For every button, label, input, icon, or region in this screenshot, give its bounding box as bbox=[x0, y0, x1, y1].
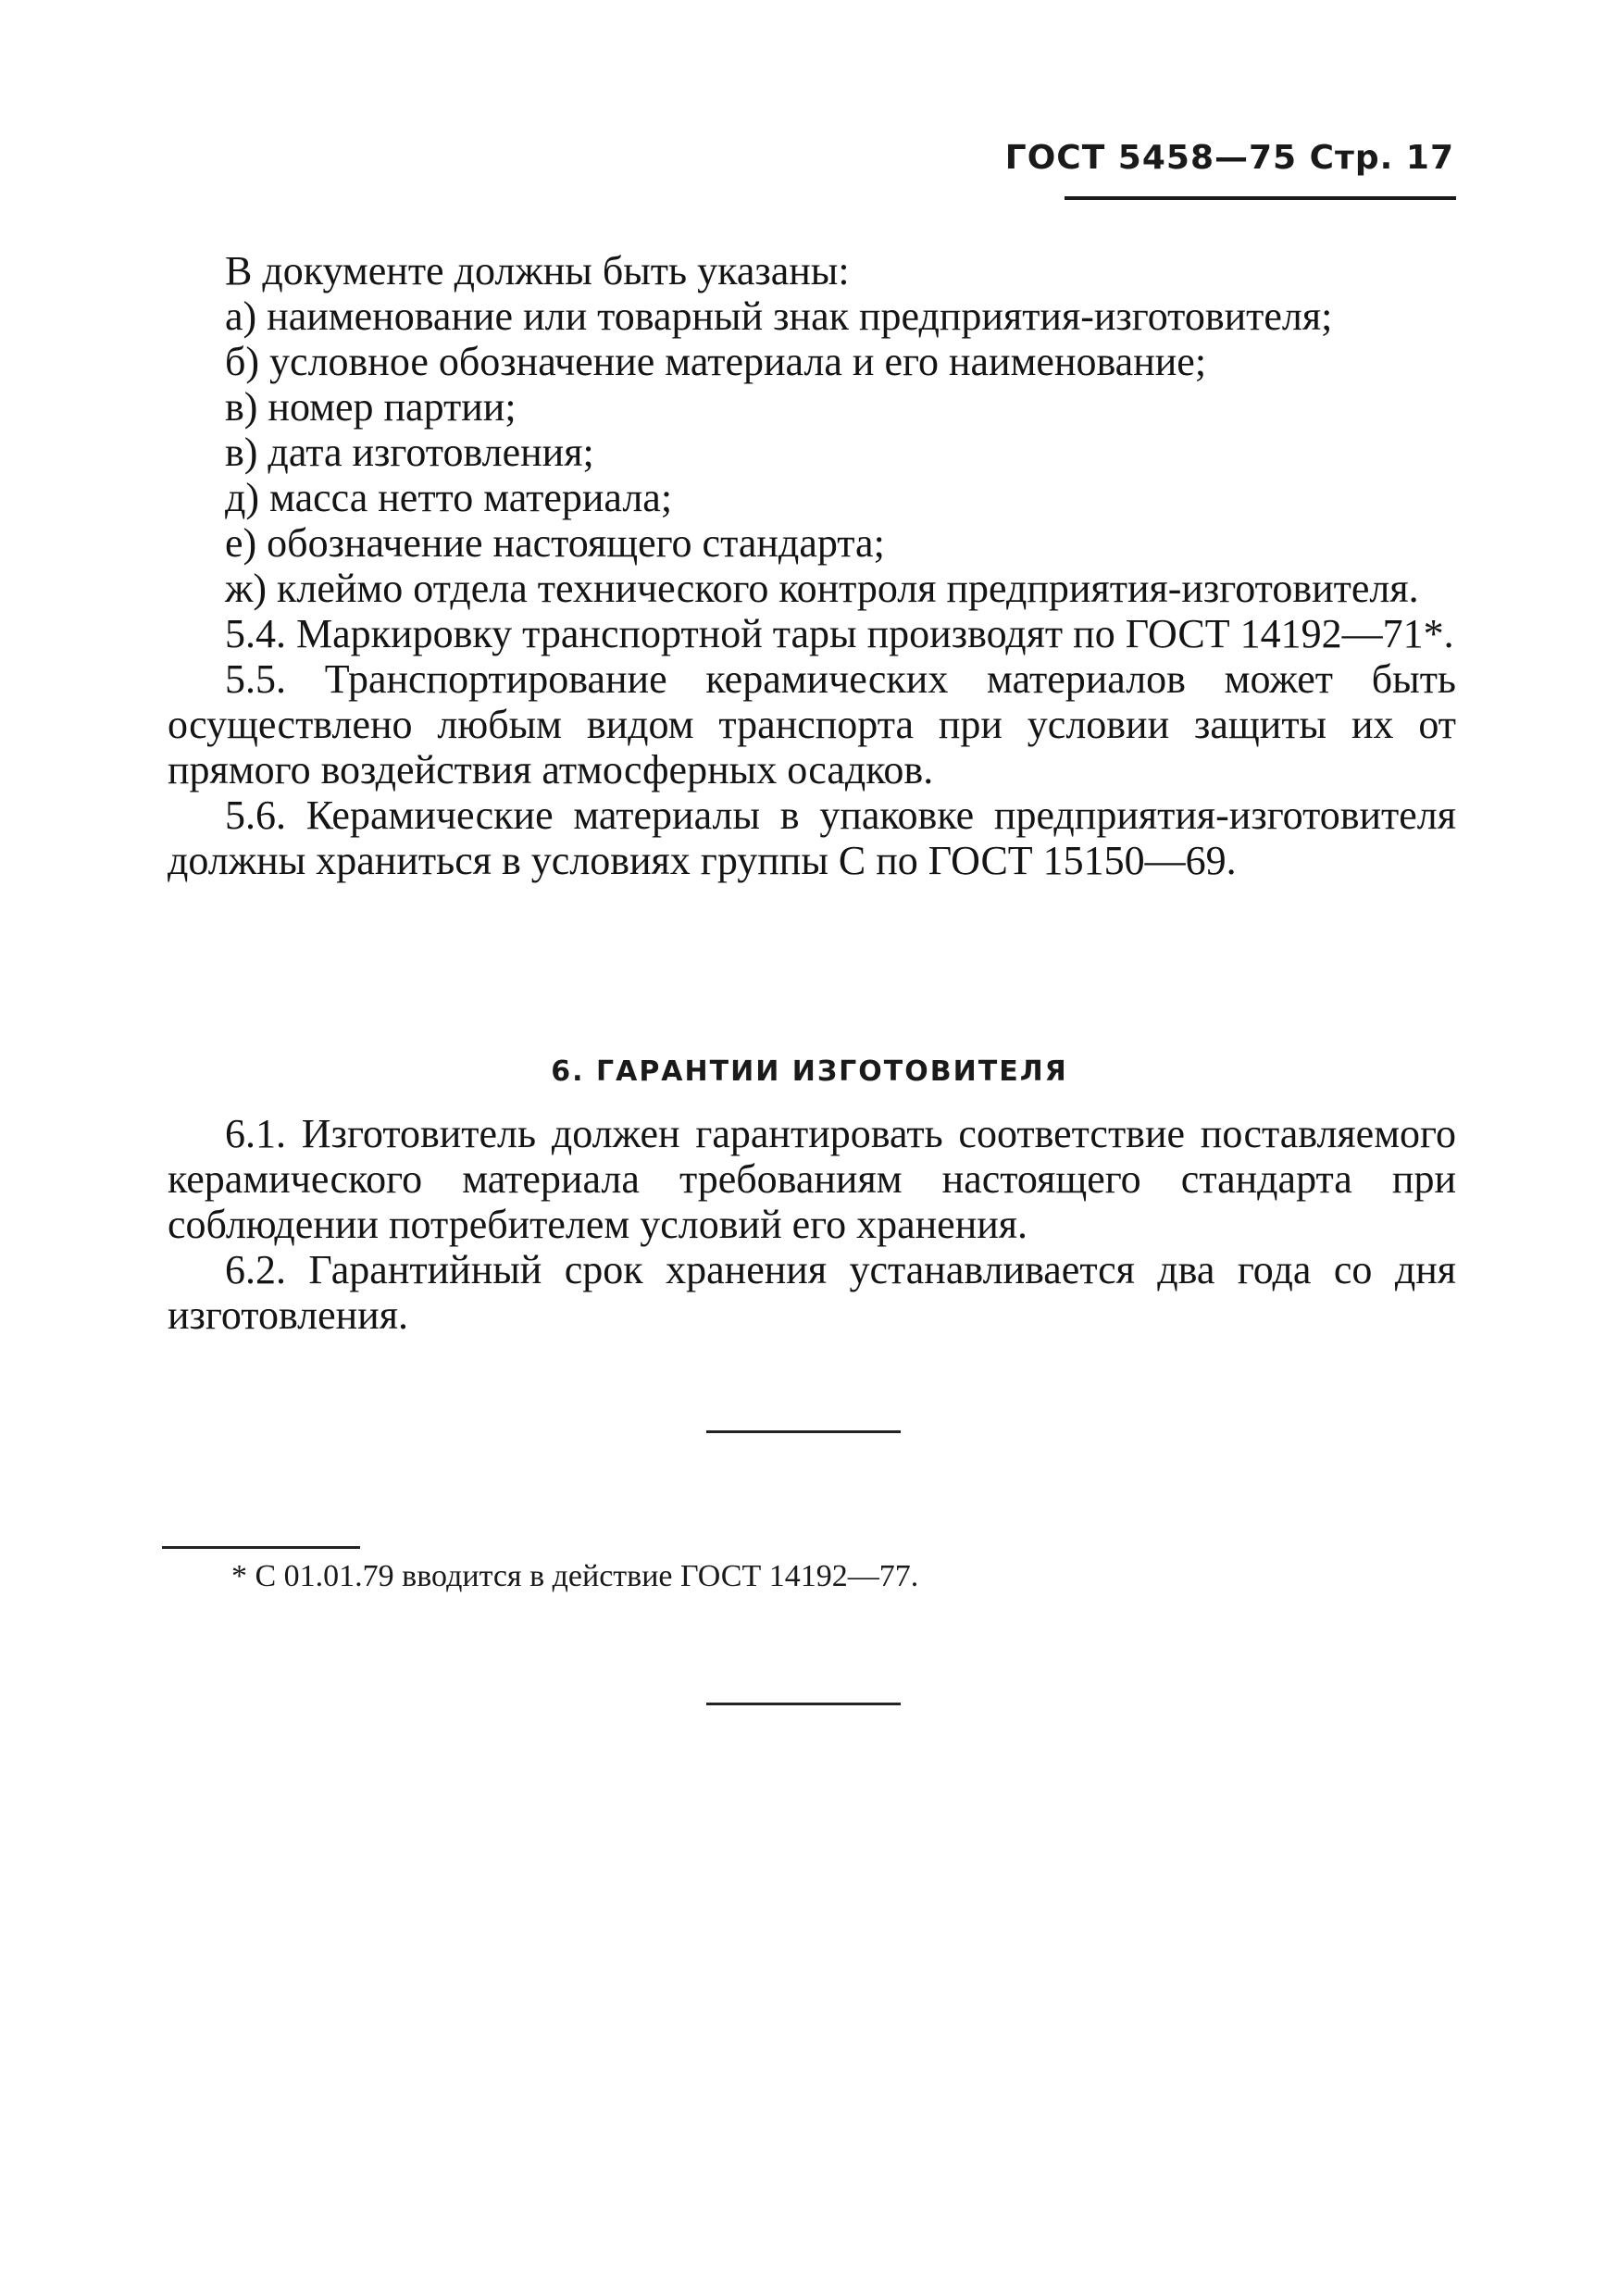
list-item-a: а) наименование или товарный знак предприятия-изготовителя; bbox=[225, 293, 1333, 339]
paragraph-6-1: 6.1. Изготовитель должен гарантировать соответствие поставляемого керамического материала требованиям настоящего стандарта при соблюдении потребителем условий его хранения. bbox=[168, 1111, 1456, 1247]
list-item-b: б) условное обозначение материала и его наименование; bbox=[225, 339, 1207, 384]
section-guarantees bbox=[168, 1111, 1456, 1338]
paragraph-5-4: 5.4. Маркировку транспортной тары производят по ГОСТ 14192—71*. bbox=[225, 611, 1454, 656]
section-title-guarantees: 6. ГАРАНТИИ ИЗГОТОВИТЕЛЯ bbox=[551, 1055, 1068, 1088]
list-item-g: в) дата изготовления; bbox=[225, 430, 594, 475]
paragraph-5-6: 5.6. Керамические материалы в упаковке предприятия-изготовителя должны храниться в условиях группы С по ГОСТ 15150—69. bbox=[168, 792, 1456, 883]
list-intro: В документе должны быть указаны: bbox=[225, 248, 850, 293]
list-item-d: д) масса нетто материала; bbox=[225, 475, 673, 520]
section-packaging-marking bbox=[168, 248, 1456, 883]
page-header: ГОСТ 5458—75 Стр. 17 bbox=[1004, 139, 1454, 177]
footnote-rule bbox=[162, 1546, 360, 1549]
list-item-v: в) номер партии; bbox=[225, 384, 517, 430]
list-item-zh: ж) клеймо отдела технического контроля предприятия-изготовителя. bbox=[225, 566, 1419, 611]
list-item-e: е) обозначение настоящего стандарта; bbox=[225, 520, 885, 566]
header-underline bbox=[1065, 196, 1456, 200]
page-end-divider bbox=[706, 1703, 901, 1705]
section-divider bbox=[706, 1430, 901, 1433]
paragraph-5-5: 5.5. Транспортирование керамических материалов может быть осуществлено любым видом транспорта при условии защиты их от прямого воздействия атмосферных осадков. bbox=[168, 656, 1456, 792]
paragraph-6-2: 6.2. Гарантийный срок хранения устанавливается два года со дня изготовления. bbox=[168, 1247, 1456, 1338]
footnote: * С 01.01.79 вводится в действие ГОСТ 14192—77. bbox=[231, 1559, 919, 1593]
